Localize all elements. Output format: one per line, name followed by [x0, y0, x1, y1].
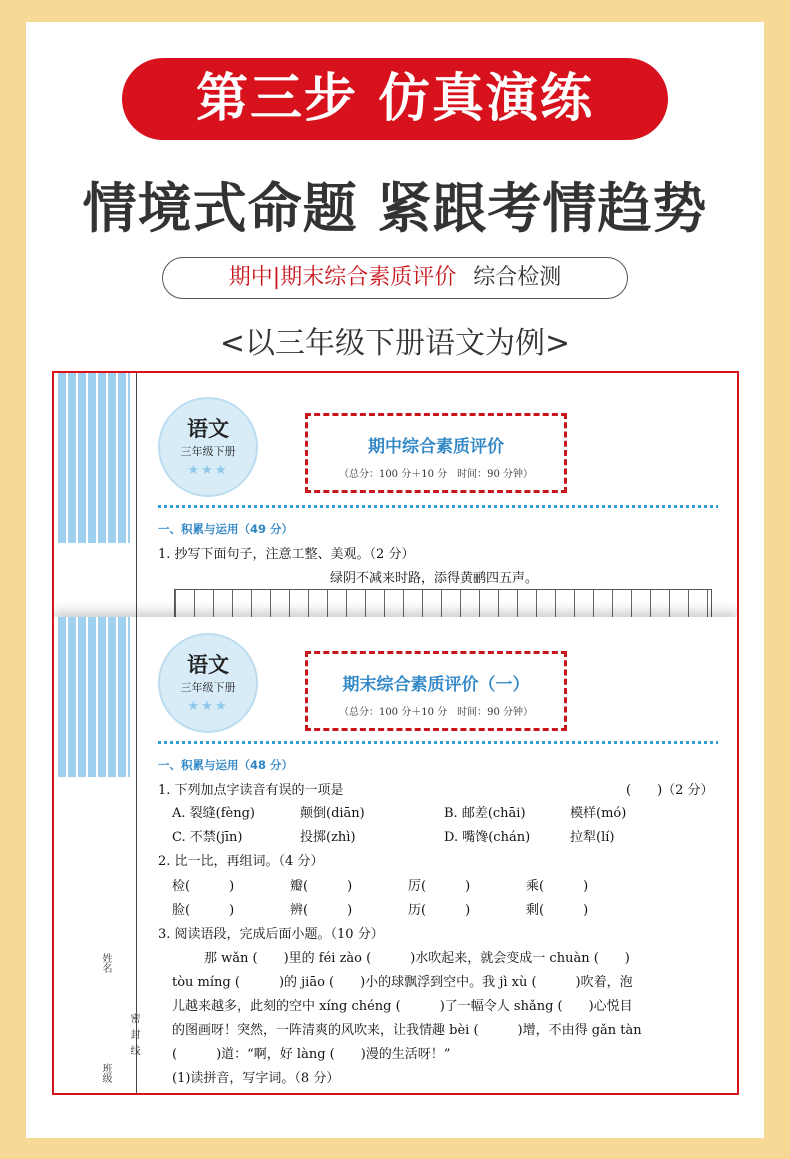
- margin-strip: [54, 373, 130, 625]
- copy-sentence: 绿阴不减来时路，添得黄鹂四五声。: [330, 571, 539, 586]
- dotted-divider: [158, 741, 718, 744]
- margin-grid: [58, 373, 130, 543]
- passage-line: tòu míng ( )的 jiāo ( )小的球飘浮到空中。我 jì xù ( )吹着，泡: [172, 975, 633, 990]
- margin-class-label: 班级: [100, 1063, 111, 1083]
- section-heading: 一、积累与运用（49 分）: [158, 522, 294, 536]
- margin-strip: [54, 617, 130, 1095]
- option-a2: 颠倒(diān): [300, 806, 365, 821]
- passage-line: ( )道：“啊，好 làng ( )漫的生活呀！”: [172, 1047, 451, 1062]
- star-icon: ★★★: [187, 699, 229, 714]
- headline: 情境式命题 紧跟考情趋势: [82, 177, 708, 240]
- compare-item: 历( ): [408, 903, 471, 918]
- badge-title: 语文: [187, 653, 229, 677]
- exam-title: 期中综合素质评价: [368, 437, 504, 457]
- margin-grid: [58, 617, 130, 777]
- badge-title: 语文: [187, 417, 229, 441]
- section-heading: 一、积累与运用（48 分）: [158, 758, 294, 772]
- exam-meta: （总分：100 分＋10 分 时间：90 分钟）: [338, 469, 534, 480]
- margin-name-label: 姓名: [100, 953, 111, 973]
- question-2: 2. 比一比，再组词。（4 分）: [158, 854, 324, 869]
- option-b1: B. 邮差(chāi): [444, 806, 526, 821]
- compare-item: 脸( ): [172, 903, 235, 918]
- exam-title-box: [305, 651, 567, 731]
- option-d2: 拉犁(lí): [570, 830, 615, 845]
- badge-subtitle: 三年级下册: [180, 445, 236, 458]
- question-3: 3. 阅读语段，完成后面小题。（10 分）: [158, 927, 384, 942]
- passage-line: 的图画呀！突然，一阵清爽的风吹来，让我情趣 bèi ( )增，不由得 gǎn tàn: [172, 1023, 642, 1038]
- eval-tag-dark: 综合检测: [473, 265, 562, 290]
- compare-item: 瓣( ): [290, 879, 353, 894]
- question-1: 1. 下列加点字读音有误的一项是: [158, 783, 344, 798]
- compare-item: 剩( ): [526, 903, 589, 918]
- option-d1: D. 嘴馋(chán): [444, 830, 531, 845]
- exam-title: 期末综合素质评价（一）: [342, 675, 530, 695]
- subject-badge: [158, 633, 258, 733]
- margin-seal-label: 密封线: [128, 1013, 139, 1061]
- passage-line: 儿越来越多，此刻的空中 xíng chéng ( )了一幅令人 shǎng ( )心悦目: [172, 999, 633, 1014]
- option-c2: 投掷(zhì): [300, 830, 356, 845]
- exam-meta: （总分：100 分＋10 分 时间：90 分钟）: [338, 707, 534, 718]
- dotted-divider: [158, 505, 718, 508]
- example-note: <以三年级下册语文为例>: [219, 326, 571, 361]
- compare-item: 乘( ): [526, 879, 589, 894]
- sub-question-1: (1)读拼音，写字词。（8 分）: [172, 1071, 340, 1086]
- passage-line: 那 wǎn ( )里的 féi zào ( )水吹起来，就会变成一 chuàn ( ): [204, 951, 630, 966]
- option-b2: 模样(mó): [570, 806, 627, 821]
- compare-item: 辨( ): [290, 903, 353, 918]
- midterm-sheet: [54, 373, 737, 625]
- step-banner: 第三步 仿真演练: [122, 58, 668, 140]
- question-1-score: ( )（2 分）: [626, 783, 714, 798]
- binding-line: [136, 373, 137, 625]
- final-sheet: [54, 617, 737, 1095]
- question-1: 1. 抄写下面句子，注意工整、美观。（2 分）: [158, 547, 415, 562]
- eval-tag-red: 期中|期末综合素质评价: [228, 265, 457, 290]
- option-a1: A. 裂缝(fèng): [172, 806, 255, 821]
- star-icon: ★★★: [187, 463, 229, 478]
- compare-item: 厉( ): [408, 879, 471, 894]
- badge-subtitle: 三年级下册: [180, 681, 236, 694]
- compare-item: 检( ): [172, 879, 235, 894]
- exam-title-box: [305, 413, 567, 493]
- option-c1: C. 不禁(jīn): [172, 830, 243, 845]
- sample-pages-frame: [52, 371, 739, 1095]
- subject-badge: [158, 397, 258, 497]
- eval-tag: [162, 257, 628, 299]
